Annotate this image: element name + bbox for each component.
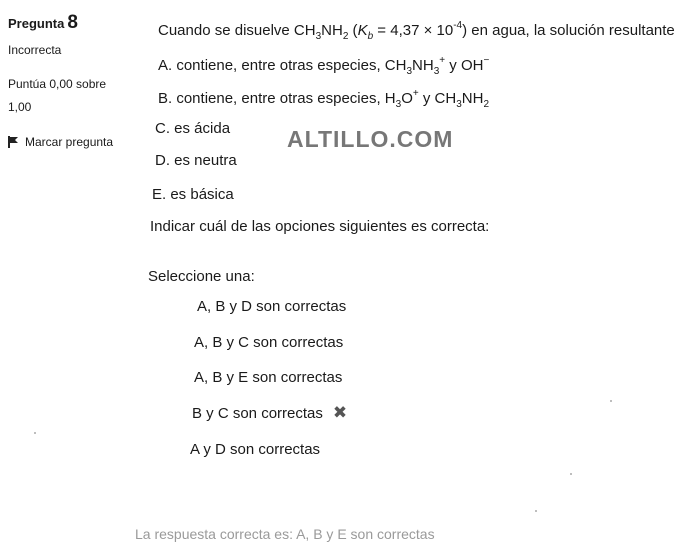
question-instruction: Indicar cuál de las opciones siguientes es correcta: bbox=[150, 218, 490, 235]
scan-speck bbox=[570, 473, 572, 475]
watermark: ALTILLO.COM bbox=[287, 126, 454, 152]
scan-speck bbox=[610, 400, 612, 402]
question-label bbox=[8, 12, 78, 34]
flag-question-label: Marcar pregunta bbox=[25, 135, 114, 149]
question-stem: Cuando se disuelve $CH_3NH_2$ $(K_b = 4,37 \times 10^{-4})$ en agua, la solución resultante bbox=[158, 20, 675, 42]
question-score-line2: 1,00 bbox=[8, 100, 32, 114]
statement-c: C. es ácida bbox=[155, 120, 231, 137]
question-label-text: Pregunta bbox=[8, 16, 65, 31]
answer-option[interactable]: A y D son correctas bbox=[190, 441, 321, 458]
question-score-line1: Puntúa 0,00 sobre bbox=[8, 77, 107, 91]
correct-answer-feedback: La respuesta correcta es: A, B y E son correctas bbox=[135, 526, 435, 542]
statement-d: D. es neutra bbox=[155, 152, 237, 169]
flag-question-link[interactable] bbox=[8, 135, 113, 151]
scan-speck bbox=[34, 432, 36, 434]
answer-option[interactable]: A, B y C son correctas bbox=[194, 334, 344, 351]
select-one-prompt: Seleccione una: bbox=[148, 268, 255, 285]
answer-option-label: B y C son correctas bbox=[192, 405, 323, 422]
answer-option-selected[interactable] bbox=[192, 403, 347, 423]
statement-a: A. contiene, entre otras especies, $CH_3NH_3^+$ y OH− bbox=[158, 55, 490, 77]
question-number: 8 bbox=[67, 12, 78, 33]
answer-option[interactable]: A, B y D son correctas bbox=[197, 298, 347, 315]
statement-b: B. contiene, entre otras especies, $H_3O^+$ y $CH_3NH_2$ bbox=[158, 88, 490, 110]
answer-option[interactable]: A, B y E son correctas bbox=[194, 369, 343, 386]
statement-e: E. es básica bbox=[152, 186, 234, 203]
scan-speck bbox=[535, 510, 537, 512]
x-mark-icon: ✖ bbox=[332, 403, 348, 422]
question-state: Incorrecta bbox=[8, 43, 62, 57]
flag-icon bbox=[8, 136, 19, 151]
